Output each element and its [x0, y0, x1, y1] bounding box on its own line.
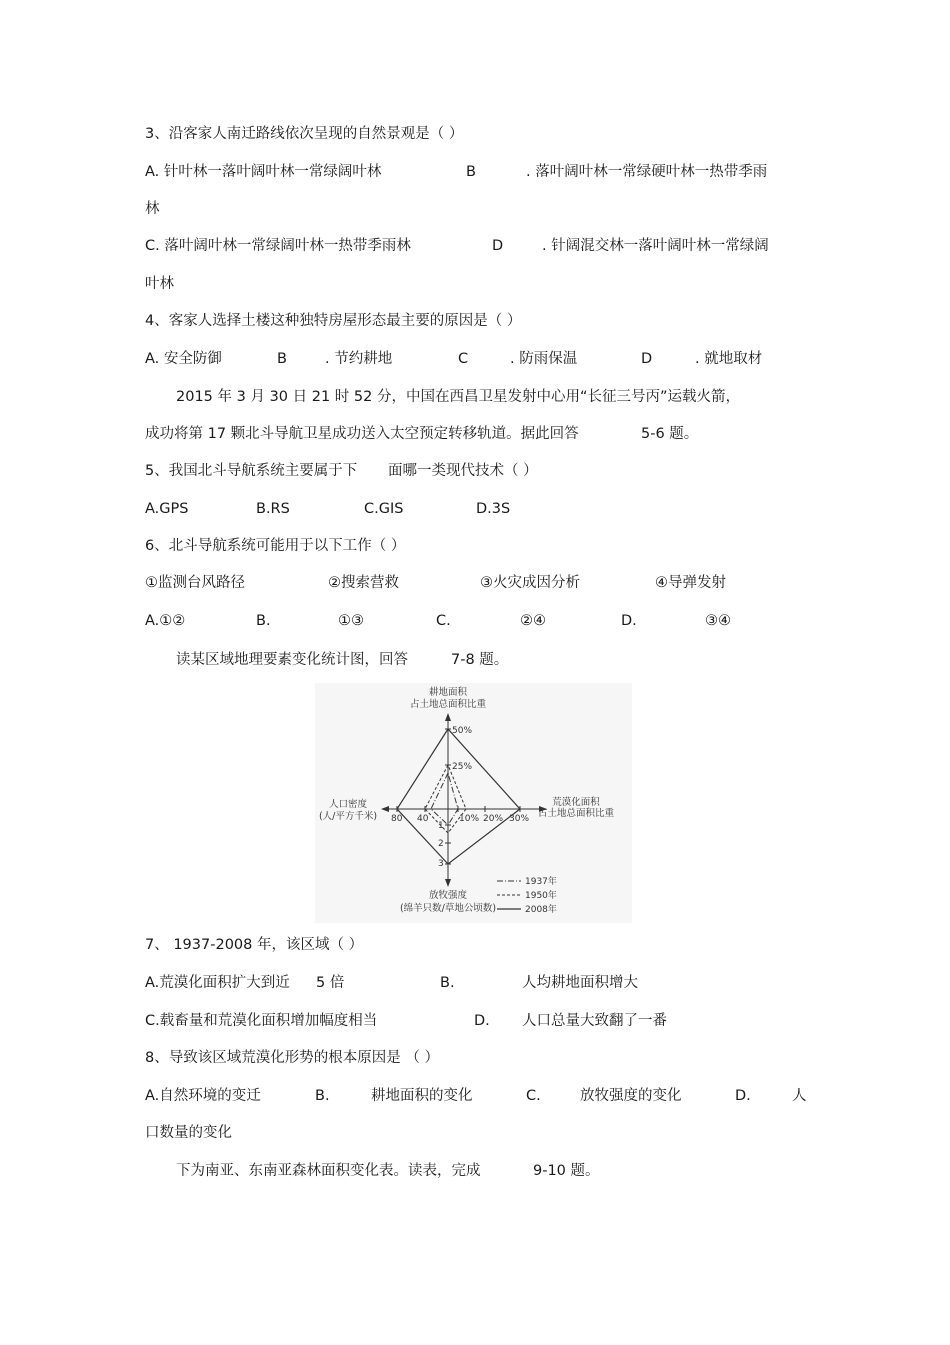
q7-option-a: A.荒漠化面积扩大到近 [145, 975, 290, 991]
q7-option-c: C.载畜量和荒漠化面积增加幅度相当 [145, 1013, 378, 1029]
q3-option-c: C. 落叶阔叶林一常绿阔叶林一热带季雨林 [145, 238, 411, 254]
q7-option-b-letter: B. [440, 975, 455, 991]
tick-label-2: 2 [438, 839, 444, 849]
q4-option-c-letter: C [458, 351, 469, 367]
axis-title-bottom-1: 放牧强度 [428, 890, 468, 901]
q6-item-4: ④导弹发射 [655, 575, 726, 591]
q6-option-d-letter: D. [621, 613, 637, 629]
axis-title-left-2: (人/平方千米) [318, 811, 378, 822]
q7-stem: 7、 1937-2008 年，该区域（ ） [145, 937, 364, 953]
q8-option-d-letter: D. [735, 1088, 751, 1104]
q6-option-c-letter: C. [436, 613, 451, 629]
q6-option-b-text: ①③ [338, 613, 364, 629]
q4-option-d-text: . 就地取材 [695, 351, 763, 367]
q6-stem: 6、北斗导航系统可能用于以下工作（ ） [145, 538, 406, 554]
q8-option-b-letter: B. [315, 1088, 330, 1104]
q7-option-d-letter: D. [474, 1013, 490, 1029]
q6-option-c-text: ②④ [520, 613, 546, 629]
intro-7-8-range: 7-8 题。 [451, 652, 509, 668]
axis-title-left-1: 人口密度 [328, 799, 368, 810]
q8-option-c-letter: C. [526, 1088, 541, 1104]
axis-title-right-1: 荒漠化面积 [552, 797, 600, 808]
q4-stem: 4、客家人选择土楼这种独特房屋形态最主要的原因是（ ） [145, 313, 522, 329]
tick-label-80: 80 [391, 814, 403, 824]
q8-option-c-text: 放牧强度的变化 [580, 1088, 682, 1104]
q5-option-d: D.3S [476, 501, 511, 517]
q5-option-a: A.GPS [145, 501, 189, 517]
q4-option-b-letter: B [277, 351, 287, 367]
q8-option-a: A.自然环境的变迁 [145, 1088, 261, 1104]
q4-option-a: A. 安全防御 [145, 351, 222, 367]
passage-5-6-line2: 成功将第 17 颗北斗导航卫星成功送入太空预定转移轨道。据此回答 [145, 426, 579, 442]
axis-title-top-2: 占土地总面积比重 [409, 699, 487, 710]
tick-label-20: 20% [483, 814, 504, 824]
axis-title-bottom-2: (绵羊只数/草地公顷数) [399, 903, 497, 914]
q3-option-b-wrap: 林 [145, 201, 160, 217]
intro-9-10-range: 9-10 题。 [533, 1163, 600, 1179]
q6-option-a: A.①② [145, 613, 186, 629]
axis-title-top-1: 耕地面积 [428, 687, 468, 698]
tick-label-30: 30% [509, 814, 530, 824]
tick-label-25: 25% [452, 762, 473, 772]
q8-stem: 8、导致该区域荒漠化形势的根本原因是 （ ） [145, 1050, 439, 1066]
q5-option-b: B.RS [256, 501, 290, 517]
q6-item-3: ③火灾成因分析 [480, 575, 580, 591]
q8-option-d-text: 人 [792, 1088, 807, 1104]
legend-label-1950: 1950年 [525, 891, 557, 901]
q3-option-d-wrap: 叶林 [145, 276, 174, 292]
q7-option-b-text: 人均耕地面积增大 [522, 975, 638, 991]
tick-label-1: 1 [438, 821, 444, 831]
q5-stem-part1: 5、我国北斗导航系统主要属于下 [145, 463, 358, 479]
q8-option-d-wrap: 口数量的变化 [145, 1125, 232, 1141]
tick-label-50: 50% [452, 726, 473, 736]
q6-item-2: ②搜索营救 [328, 575, 399, 591]
q7-option-a-value: 5 倍 [316, 975, 345, 991]
tick-label-40: 40 [417, 814, 429, 824]
axis-title-right-2: 占土地总面积比重 [537, 808, 615, 819]
tick-label-3: 3 [438, 859, 444, 869]
q4-option-c-text: . 防雨保温 [510, 351, 578, 367]
q5-stem-part2: 面哪一类现代技术（ ） [388, 463, 538, 479]
q6-option-b-letter: B. [256, 613, 271, 629]
tick-label-10: 10% [459, 814, 480, 824]
intro-9-10: 下为南亚、东南亚森林面积变化表。读表，完成 [176, 1163, 481, 1179]
q8-option-b-text: 耕地面积的变化 [371, 1088, 473, 1104]
geo-factor-radar-chart [315, 683, 632, 923]
q5-option-c: C.GIS [364, 501, 404, 517]
q4-option-b-text: . 节约耕地 [325, 351, 393, 367]
passage-5-6-line1: 2015 年 3 月 30 日 21 时 52 分，中国在西昌卫星发射中心用“长征三号丙”运载火箭， [176, 389, 740, 405]
q7-option-d-text: 人口总量大致翻了一番 [522, 1013, 667, 1029]
legend-label-2008: 2008年 [525, 905, 557, 915]
passage-5-6-range: 5-6 题。 [641, 426, 699, 442]
q4-option-d-letter: D [641, 351, 653, 367]
q3-stem: 3、沿客家人南迁路线依次呈现的自然景观是（ ） [145, 126, 464, 142]
q3-option-b-text: . 落叶阔叶林一常绿硬叶林一热带季雨 [526, 164, 768, 180]
q6-item-1: ①监测台风路径 [145, 575, 245, 591]
legend-label-1937: 1937年 [525, 877, 557, 887]
q3-option-d-text: . 针阔混交林一落叶阔叶林一常绿阔 [542, 238, 769, 254]
q6-option-d-text: ③④ [705, 613, 731, 629]
intro-7-8: 读某区域地理要素变化统计图，回答 [176, 652, 408, 668]
q3-option-a: A. 针叶林一落叶阔叶林一常绿阔叶林 [145, 164, 382, 180]
q3-option-b-letter: B [466, 164, 476, 180]
q3-option-d-letter: D [492, 238, 504, 254]
